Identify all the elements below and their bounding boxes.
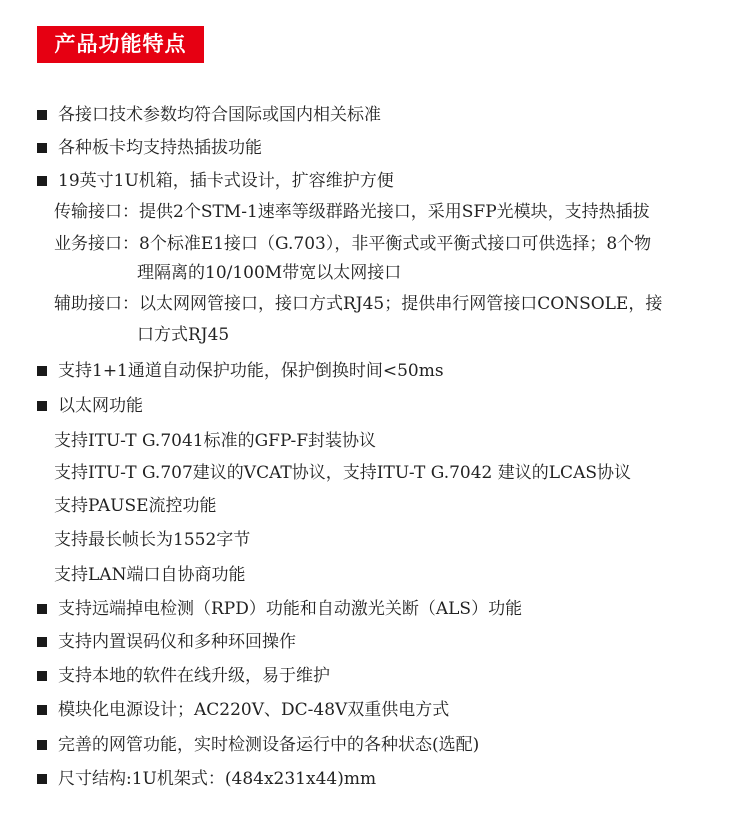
feature-item: 支持1+1通道自动保护功能，保护倒换时间<50ms xyxy=(58,361,444,381)
bullet-icon xyxy=(37,637,47,647)
bullet-icon xyxy=(37,401,47,411)
interface-auxiliary: 辅助接口：以太网网管接口，接口方式RJ45；提供串行网管接口CONSOLE，接 xyxy=(54,294,663,314)
bullet-icon xyxy=(37,774,47,784)
ethernet-item: 支持LAN端口自协商功能 xyxy=(54,565,246,585)
feature-item: 各种板卡均支持热插拔功能 xyxy=(58,138,262,158)
ethernet-item: 支持ITU-T G.7041标准的GFP-F封装协议 xyxy=(54,431,377,451)
feature-item: 完善的网管功能，实时检测设备运行中的各种状态(选配) xyxy=(58,735,480,755)
interface-auxiliary-cont: 口方式RJ45 xyxy=(137,325,230,345)
bullet-icon xyxy=(37,110,47,120)
feature-item: 各接口技术参数均符合国际或国内相关标准 xyxy=(58,105,381,125)
interface-service: 业务接口：8个标准E1接口（G.703），非平衡式或平衡式接口可供选择；8个物 xyxy=(54,234,652,254)
bullet-icon xyxy=(37,366,47,376)
section-title: 产品功能特点 xyxy=(37,26,204,63)
bullet-icon xyxy=(37,705,47,715)
ethernet-item: 支持PAUSE流控功能 xyxy=(54,496,217,516)
feature-item: 支持本地的软件在线升级，易于维护 xyxy=(58,666,330,686)
feature-item: 支持远端掉电检测（RPD）功能和自动激光关断（ALS）功能 xyxy=(58,599,523,619)
bullet-icon xyxy=(37,143,47,153)
bullet-icon xyxy=(37,604,47,614)
bullet-icon xyxy=(37,671,47,681)
ethernet-item: 支持最长帧长为1552字节 xyxy=(54,530,251,550)
feature-item: 以太网功能 xyxy=(58,396,143,416)
interface-service-cont: 理隔离的10/100M带宽以太网接口 xyxy=(137,263,402,283)
feature-item: 模块化电源设计；AC220V、DC-48V双重供电方式 xyxy=(58,700,450,720)
feature-item: 支持内置误码仪和多种环回操作 xyxy=(58,632,296,652)
bullet-icon xyxy=(37,740,47,750)
feature-item: 尺寸结构:1U机架式：(484x231x44)mm xyxy=(58,769,377,789)
bullet-icon xyxy=(37,176,47,186)
feature-item: 19英寸1U机箱，插卡式设计，扩容维护方便 xyxy=(58,171,394,191)
ethernet-item: 支持ITU-T G.707建议的VCAT协议，支持ITU-T G.7042 建议的LCAS协议 xyxy=(54,463,631,483)
interface-transmission: 传输接口：提供2个STM-1速率等级群路光接口，采用SFP光模块，支持热插拔 xyxy=(54,202,650,222)
